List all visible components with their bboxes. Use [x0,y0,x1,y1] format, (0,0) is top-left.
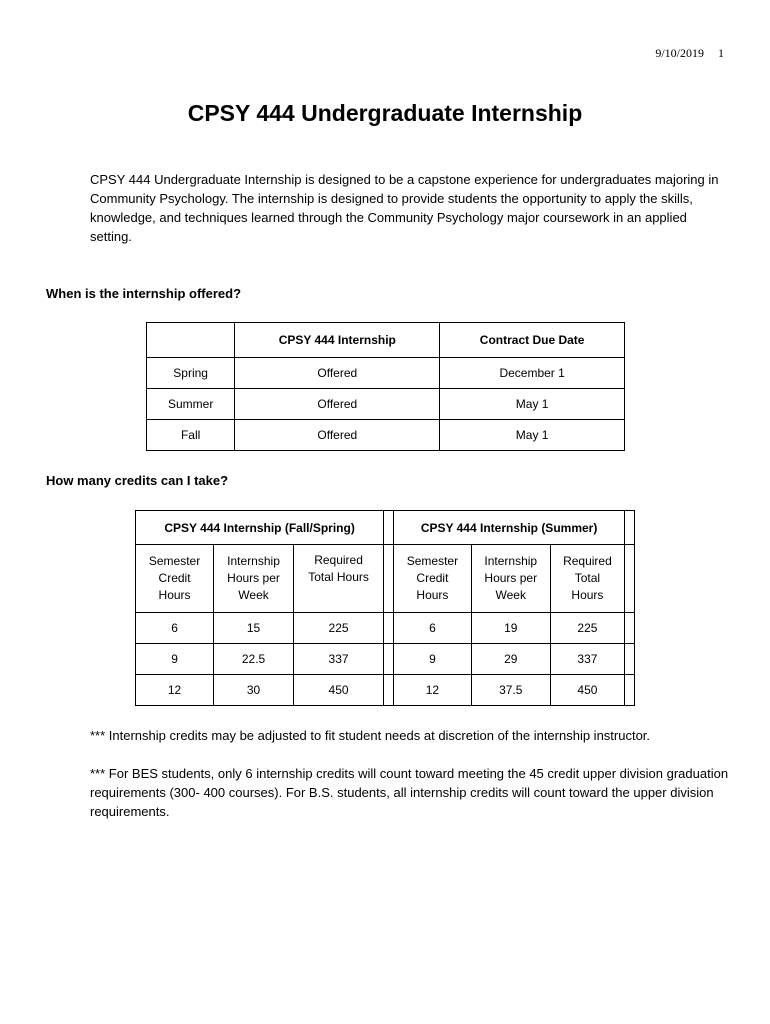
table-header-row [136,511,635,545]
spacer-cell [625,511,635,545]
spacer-cell [384,675,394,706]
header-cell-summer: CPSY 444 Internship (Summer) [394,511,625,545]
note-bes-requirements: *** For BES students, only 6 internship credits will count toward meeting the 45 credit upper division graduation requirements (300- 400 courses). For B.S. students, all internship credits will count toward the upper division requirements. [90,766,729,819]
header-cell: CPSY 444 Internship [235,323,440,358]
table-cell: 30 [214,675,294,706]
table-row [136,613,635,644]
table-row [136,675,635,706]
table-cell: 225 [293,613,383,644]
table-cell: 12 [394,675,471,706]
table-cell: 12 [136,675,214,706]
table-cell: 6 [394,613,471,644]
table-row [136,644,635,675]
table-cell: 450 [293,675,383,706]
table-row [147,389,625,420]
credits-question: How many credits can I take? [46,473,229,488]
spacer-cell [384,545,394,613]
table-subheader-row [136,545,635,613]
spacer-cell [625,545,635,613]
table-cell: Summer [147,389,235,420]
table-cell: 337 [550,644,624,675]
spacer-cell [625,644,635,675]
table-cell: 6 [136,613,214,644]
table-cell: 29 [471,644,550,675]
header-cell: Contract Due Date [440,323,625,358]
subheader-cell: Semester Credit Hours [394,545,471,613]
spacer-cell [384,644,394,675]
table-cell: Offered [235,420,440,451]
note-adjusted-credits: *** Internship credits may be adjusted to fit student needs at discretion of the internship instructor. [90,728,651,743]
table-row [147,420,625,451]
spacer-cell [384,613,394,644]
table-cell: Spring [147,358,235,389]
table-cell: December 1 [440,358,625,389]
table-cell: 337 [293,644,383,675]
table-cell: 19 [471,613,550,644]
table-cell: 9 [394,644,471,675]
page-number: 1 [718,46,724,60]
table-cell: Fall [147,420,235,451]
intro-paragraph: CPSY 444 Undergraduate Internship is designed to be a capstone experience for undergraduates majoring in Community Psychology. The internship is designed to provide students the opportunity to apply the skills, knowledge, and techniques learned through the Community Psychology major coursework in an applied setting. [90,172,719,244]
table-cell: Offered [235,358,440,389]
table-cell: May 1 [440,389,625,420]
table-cell: May 1 [440,420,625,451]
spacer-cell [625,613,635,644]
subheader-cell: Internship Hours per Week [214,545,294,613]
header-date: 9/10/2019 [655,46,704,60]
page-title: CPSY 444 Undergraduate Internship [187,100,583,126]
subheader-cell: Semester Credit Hours [136,545,214,613]
spacer-cell [625,675,635,706]
offered-table [146,322,625,451]
table-cell: 9 [136,644,214,675]
table-cell: 450 [550,675,624,706]
table-cell: 37.5 [471,675,550,706]
subheader-cell: Internship Hours per Week [471,545,550,613]
table-cell: 225 [550,613,624,644]
table-cell: Offered [235,389,440,420]
credits-table [135,510,635,706]
offered-question: When is the internship offered? [46,286,242,301]
spacer-cell [384,511,394,545]
table-cell: 15 [214,613,294,644]
table-header-row [147,323,625,358]
subheader-cell: Required Total Hours [293,545,383,613]
header-cell [147,323,235,358]
page-header [655,46,724,61]
table-cell: 22.5 [214,644,294,675]
header-cell-fall-spring: CPSY 444 Internship (Fall/Spring) [136,511,384,545]
table-row [147,358,625,389]
subheader-cell: Required Total Hours [550,545,624,613]
